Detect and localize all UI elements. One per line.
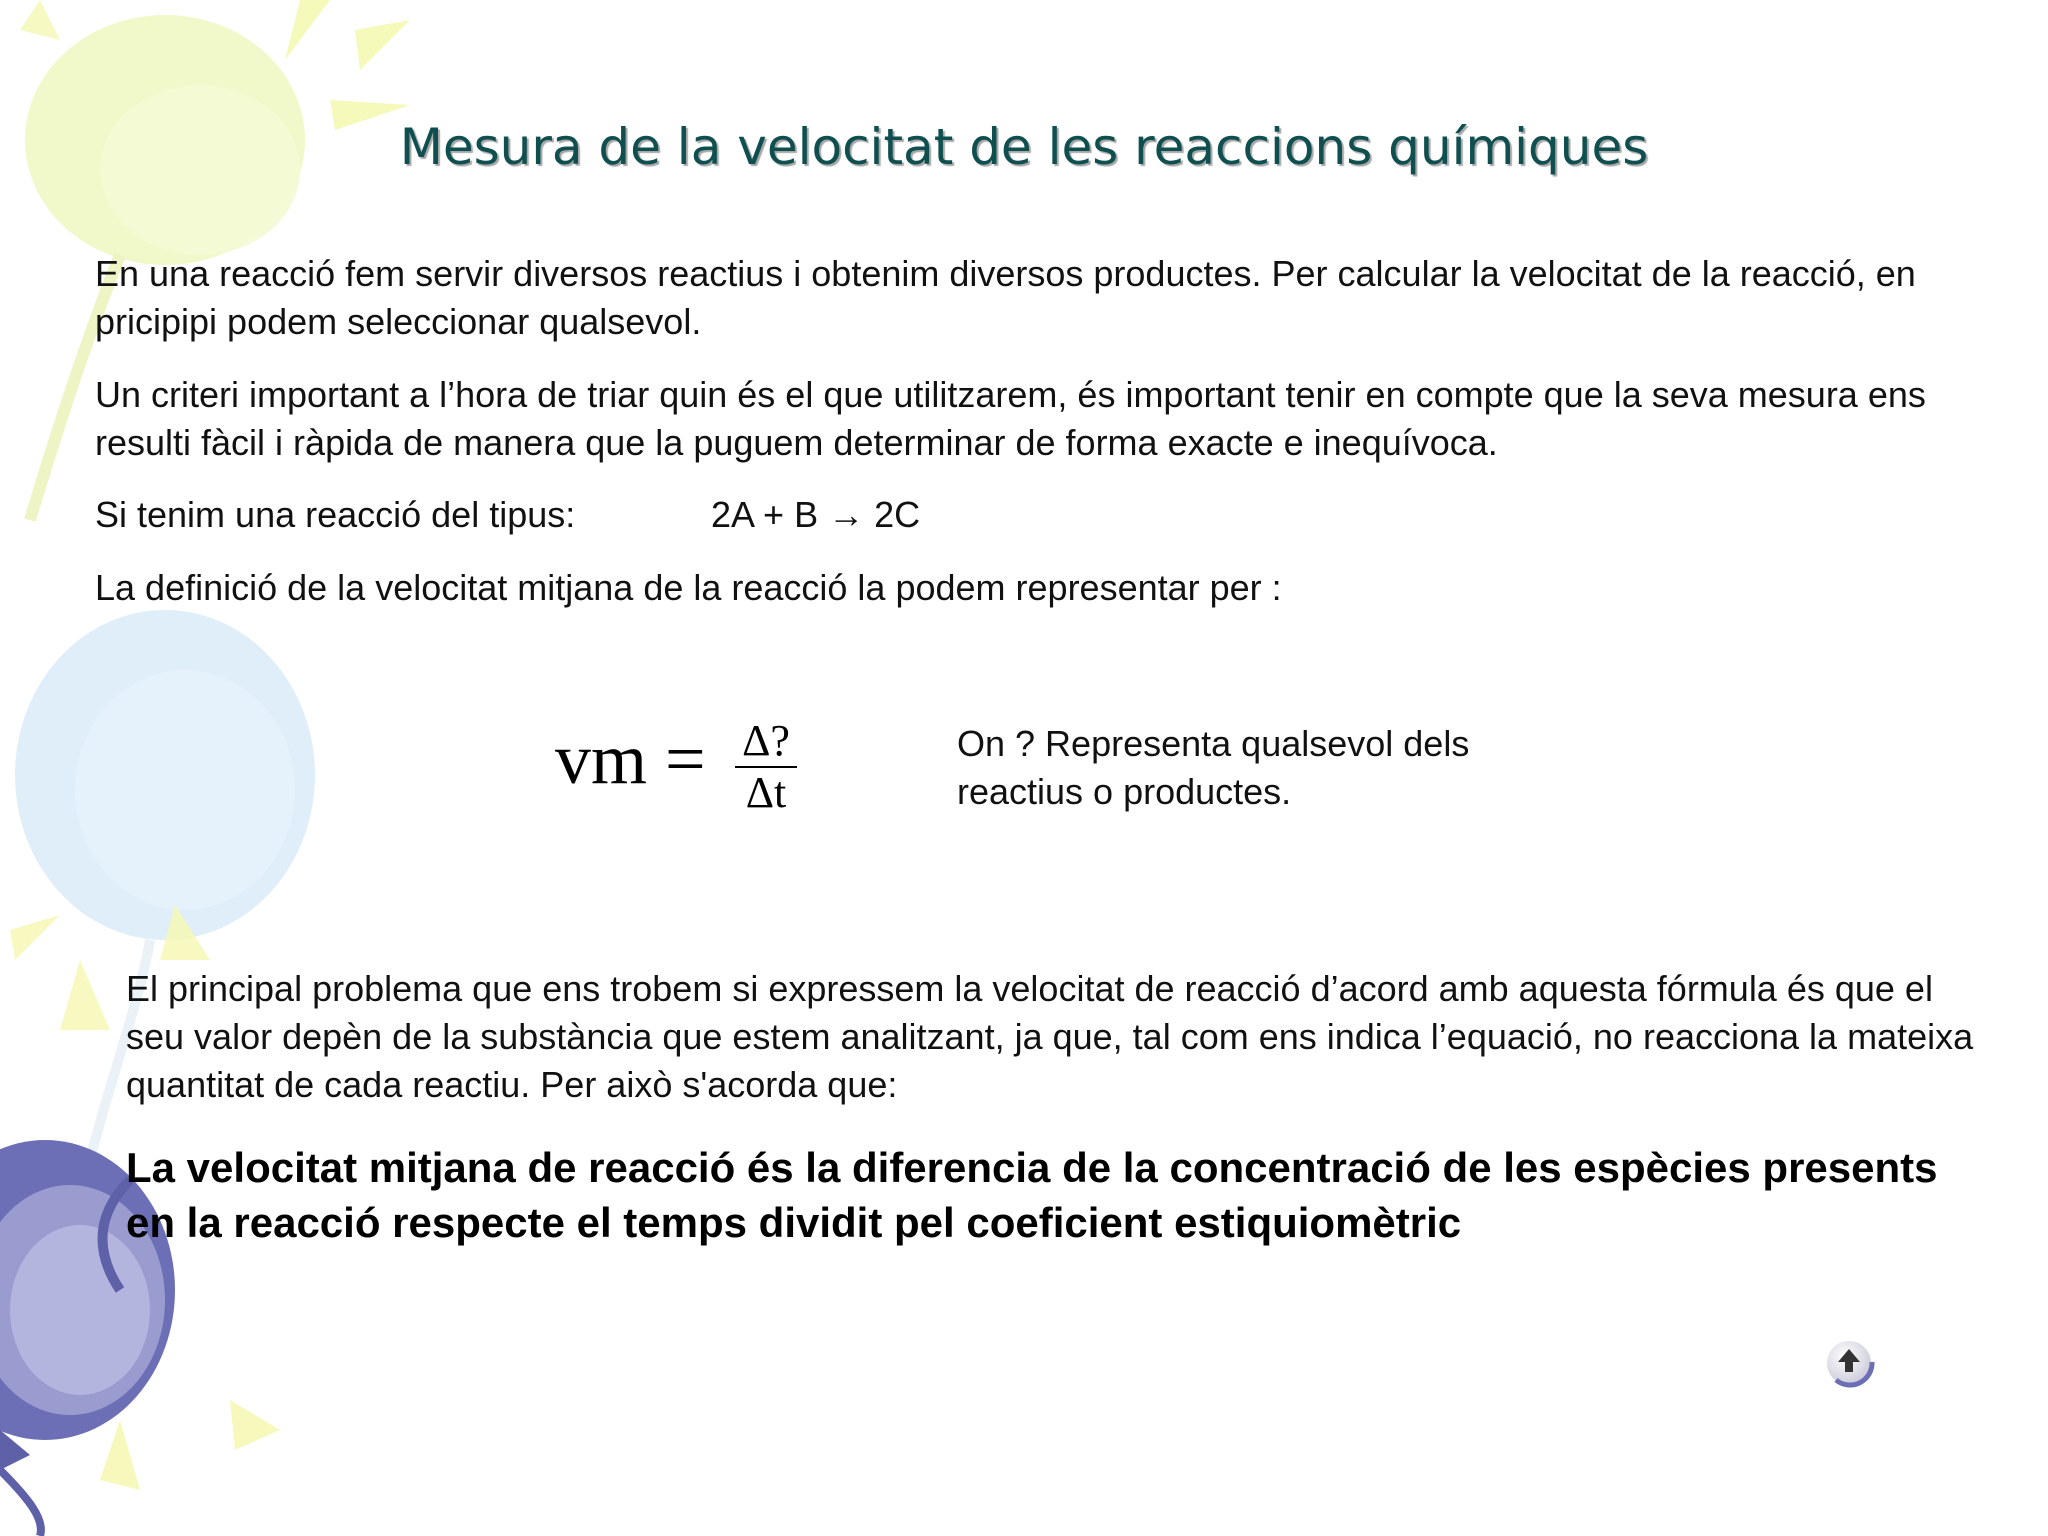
formula-note: On ? Representa qualsevol dels reactius o productes. xyxy=(957,723,1470,812)
paragraph-definition: La definició de la velocitat mitjana de la reacció la podem representar per : xyxy=(95,567,1282,608)
conclusion-statement: La velocitat mitjana de reacció és la diferencia de la concentració de les espècies presents en la reacció respecte el temps dividit pel coeficient estiquiomètric xyxy=(126,1144,1938,1246)
paragraph-problem: El principal problema que ens trobem si expressem la velocitat de reacció d’acord amb aquesta fórmula és que el seu valor depèn de la substància que estem analitzant, ja que, tal com ens indica l’equació, no reacciona la mateixa quantitat de cada reactiu. Per això s'acorda que: xyxy=(126,968,1974,1105)
formula-denominator: Δt xyxy=(745,768,787,817)
reaction-intro: Si tenim una reacció del tipus: xyxy=(95,494,576,535)
formula-numerator: Δ? xyxy=(742,716,790,765)
reaction-line xyxy=(95,491,1975,539)
formula-fraction xyxy=(735,718,797,816)
slide-title: Mesura de la velocitat de les reaccions químiques xyxy=(399,118,1649,176)
back-to-top-button[interactable] xyxy=(1822,1336,1880,1394)
reaction-equation: 2A + B → 2C xyxy=(711,494,921,535)
up-arrow-icon xyxy=(1822,1336,1880,1394)
paragraph-criteria: Un criteri important a l’hora de triar quin és el que utilitzarem, és important tenir en compte que la seva mesura ens resulti fàcil i ràpida de manera que la puguem determinar de forma exacte e inequívoca. xyxy=(95,374,1926,463)
paragraph-reactants: En una reacció fem servir diversos reactius i obtenim diversos productes. Per calcular la velocitat de la reacció, en pricipipi podem seleccionar qualsevol. xyxy=(95,253,1916,342)
formula-lhs: vm = xyxy=(555,719,706,799)
